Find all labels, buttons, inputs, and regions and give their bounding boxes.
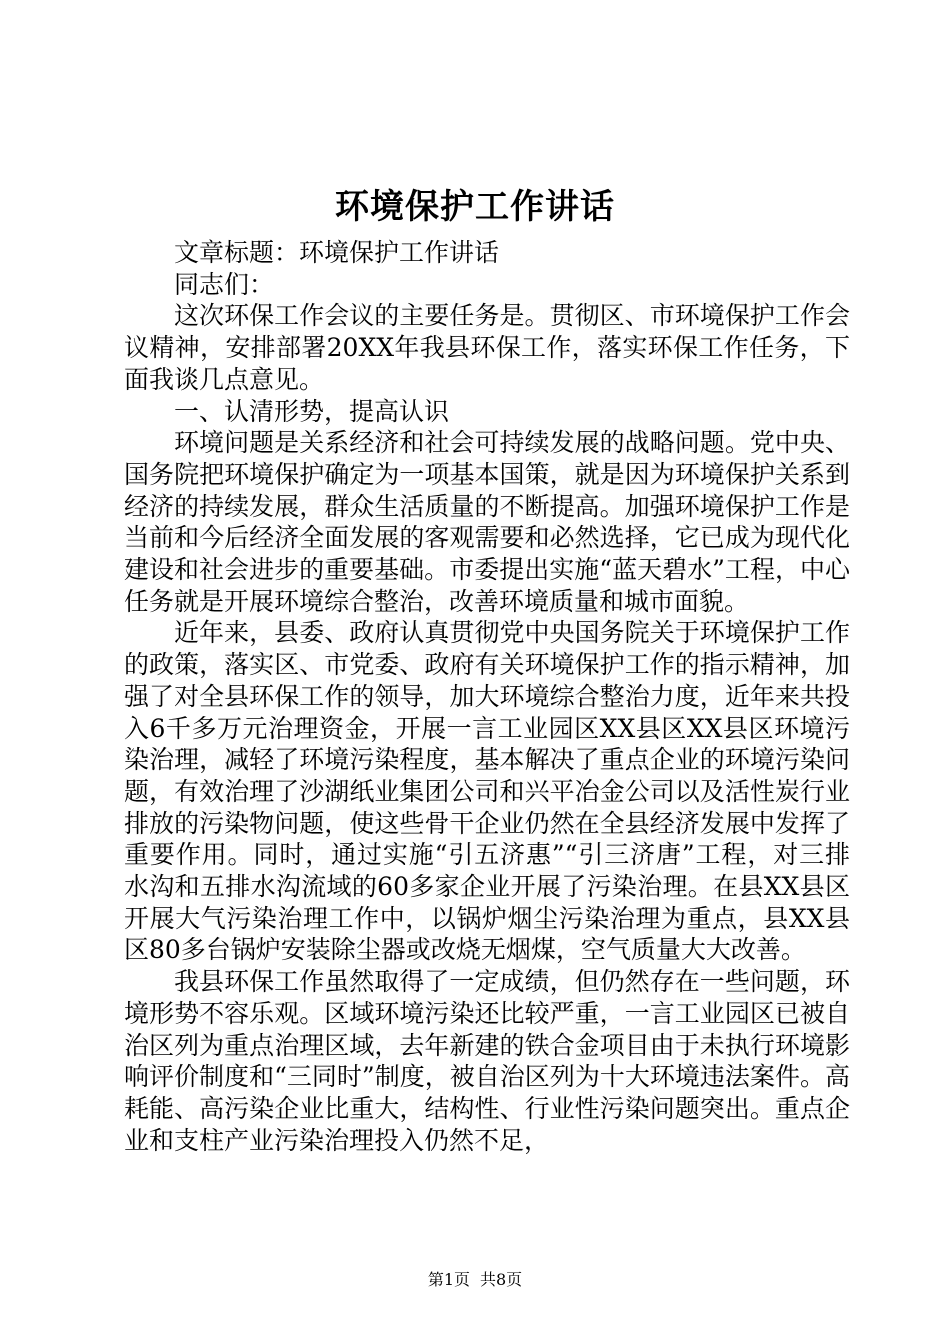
document-title: 环境保护工作讲话 bbox=[335, 187, 615, 227]
paragraph: 我县环保工作虽然取得了一定成绩，但仍然存在一些问题，环境形势不容乐观。区域环境污染还比较严重，一言工业园区已被自治区列为重点治理区域，去年新建的铁合金项目由于未执行环境影响评价制度和“三同时”制度，被自治区列为十大环境违法案件。高耗能、高污染企业比重大，结构性、行业性污染问题突出。重点企业和支柱产业污染治理投入仍然不足， bbox=[124, 967, 850, 1155]
article-title-line: 文章标题：环境保护工作讲话 bbox=[174, 238, 500, 267]
page-footer bbox=[0, 1270, 950, 1290]
page-total: 共8页 bbox=[480, 1270, 523, 1289]
section-heading: 一、认清形势，提高认识 bbox=[174, 396, 450, 426]
paragraph: 这次环保工作会议的主要任务是。贯彻区、市环境保护工作会议精神，安排部署20XX年我县环保工作，落实环保工作任务，下面我谈几点意见。 bbox=[124, 301, 850, 394]
salutation: 同志们： bbox=[174, 269, 275, 299]
paragraph: 近年来，县委、政府认真贯彻党中央国务院关于环境保护工作的政策，落实区、市党委、政府有关环境保护工作的指示精神，加强了对全县环保工作的领导，加大环境综合整治力度，近年来共投入6千多万元治理资金，开展一言工业园区XX县区XX县区环境污染治理，减轻了环境污染程度，基本解决了重点企业的环境污染问题，有效治理了沙湖纸业集团公司和兴平冶金公司以及活性炭行业排放的污染物问题，使这些骨干企业仍然在全县经济发展中发挥了重要作用。同时，通过实施“引五济惠”“引三济唐”工程，对三排水沟和五排水沟流域的60多家企业开展了污染治理。在县XX县区开展大气污染治理工作中，以锅炉烟尘污染治理为重点，县XX县区80多台锅炉安装除尘器或改烧无烟煤，空气质量大大改善。 bbox=[124, 618, 850, 965]
page-number: 第1页 bbox=[427, 1270, 470, 1289]
document-body bbox=[124, 237, 850, 1156]
paragraph: 环境问题是关系经济和社会可持续发展的战略问题。党中央、国务院把环境保护确定为一项基本国策，就是因为环境保护关系到经济的持续发展，群众生活质量的不断提高。加强环境保护工作是当前和今后经济全面发展的客观需要和必然选择，它已成为现代化建设和社会进步的重要基础。市委提出实施“蓝天碧水”工程，中心任务就是开展环境综合整治，改善环境质量和城市面貌。 bbox=[124, 428, 850, 616]
